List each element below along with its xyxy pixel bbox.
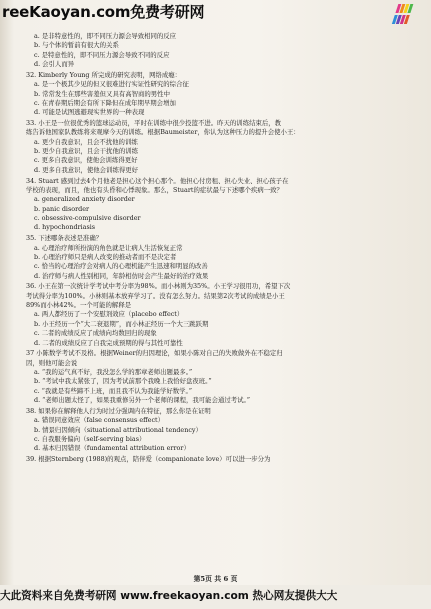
answer-option: c. 在青春期后期会有所下降但在成年期早期会增加 — [34, 98, 176, 107]
page-header — [0, 0, 431, 28]
answer-option: d. “老师出题太怪了，如果我重修另外一个老师的课程，我可能会通过考试。” — [34, 396, 250, 405]
page-number: 第5页 共 6 页 — [193, 575, 238, 583]
question-stem: 32. Kimberly Young 所完成的研究表明，网络成瘾： — [26, 70, 182, 79]
source-banner: 大此资料来自免费考研网 www.freekaoyan.com 热心网友提供大大 — [0, 585, 431, 609]
question-continuation: 考试得分率为100%。小林则基本放弃学习了。没有怎么努力。结果第2次考试的成绩是小王 — [26, 291, 285, 300]
question-continuation: 89%而小林42%。一个可能的解释是 — [26, 301, 132, 310]
answer-option: a. 错误同意效应（false consensus effect） — [34, 416, 164, 425]
rainbow-stripes-logo-icon — [389, 2, 423, 28]
answer-option: b. 与个体的暂前有很大的关系 — [34, 41, 119, 50]
question-stem: 38. 如果你在解释他人行为时过分强调内在特征，那么你是在证明 — [26, 406, 211, 415]
answer-option: a. 两人都经历了一个安慰剂效应（placebo effect） — [34, 310, 184, 319]
question-stem: 33. 小王是一位很优秀的篮球运动员，平时在训练中很少投篮不进。昨天的训练结束后，教 — [26, 119, 282, 128]
answer-option: c. obsessive-compulsive disorder — [34, 214, 141, 223]
question-stem: 39. 根据Sternberg (1988)的观点，陪伴爱（companionate love）可以进一步分为 — [26, 455, 271, 464]
question-stem: 37 小陈数学考试不及格。根据Weiner的归因理论，如果小陈对自己的失败做外在不稳定归 — [26, 349, 283, 358]
answer-option: d. 会引人而异 — [34, 60, 75, 69]
answer-option: b. 小王经历一个“大二衰退期”，而小林正经历一个大三跳跃期 — [34, 319, 209, 328]
question-continuation: 因，则他可能会说 — [26, 358, 78, 367]
site-title: reeKaoyan.com免费考研网 — [2, 3, 205, 21]
answer-option: a. 心理治疗师所扮演的角色就是让病人生活恢复正常 — [34, 243, 183, 252]
exam-question-text — [26, 32, 422, 464]
answer-option: d. 可能是试图逃避现实世界的一种表现 — [34, 108, 145, 117]
answer-option: b. 情景归因倾向（situational attributional tendency） — [34, 425, 202, 434]
answer-option: d. 治疗师与病人性别相同，年龄相仿时会产生最好的治疗效果 — [34, 271, 209, 280]
answer-option: b. 常常发生在那些害羞但又具有高智商的男性中 — [34, 89, 170, 98]
answer-option: d. 更多自我意识，使他会训练得更好 — [34, 165, 139, 174]
answer-option: b. “考试中我太紧张了，因为考试前那个我晚上我恰好盘夜班。” — [34, 377, 212, 386]
question-continuation: 练告诉他国家队教练将来观摩今天的训练。根据Baumeister，你认为这种压力的提升会使小王： — [26, 128, 300, 137]
answer-option: a. “我的运气真不好，我没怎么学的那章老师出题最多。” — [34, 368, 193, 377]
question-continuation: 学校的表现，而且，他也有头昏和心悸现象。那么，Stuart的症状最与下述哪个疾病一致？ — [26, 186, 283, 194]
answer-option: a. 是一个极其少见的但又很难进行实证性研究的综合征 — [34, 80, 189, 89]
answer-option: c. “我就是有些蹄不上班，而且我不认为我能学好数学。” — [34, 386, 192, 395]
answer-option: b. 更少自我意识，且会干扰他的训练 — [34, 147, 139, 156]
question-stem: 36. 小王在第一次统计学考试中考分率为98%。而小林则为35%。小王学习很用功，希望下次 — [26, 282, 291, 291]
answer-option: b. panic disorder — [34, 204, 90, 213]
answer-option: c. 自我服务偏向（self-serving bias） — [34, 434, 146, 443]
answer-option: d. 二者的成绩反应了自我完成预期的得与其性可靠性 — [34, 338, 183, 347]
answer-option: a. generalized anxiety disorder — [34, 195, 135, 204]
answer-option: c. 更多自我意识，使他会训练得更好 — [34, 156, 138, 165]
answer-option: b. 心理治疗师只是病人改变的推动者而不是决定者 — [34, 252, 177, 261]
answer-option: c. 是特意性的，即不同压力源会导致不同的反应 — [34, 50, 170, 59]
answer-option: d. hypochondriasis — [34, 223, 96, 232]
answer-option: c. 恰当的心理治疗会对病人的心理机能产生迅速和明显的改善 — [34, 262, 208, 271]
question-stem: 35. 下述哪条表述是准确？ — [26, 234, 103, 243]
question-stem: 34. Stuart 感到过去4个月他老是担心这个担心那个。他担心付房租、担心失业、担心孩子在 — [26, 176, 289, 185]
answer-option: a. 更少自我意识，且会不扰他的训练 — [34, 137, 138, 146]
answer-option: c. 二者的成绩反应了成绩向均数回归的现象 — [34, 329, 157, 338]
answer-option: a. 是非特意性的，即不同压力源会导致相同的反应 — [34, 32, 177, 40]
answer-option: d. 基本归因错误（fundamental attribution error） — [34, 444, 190, 453]
